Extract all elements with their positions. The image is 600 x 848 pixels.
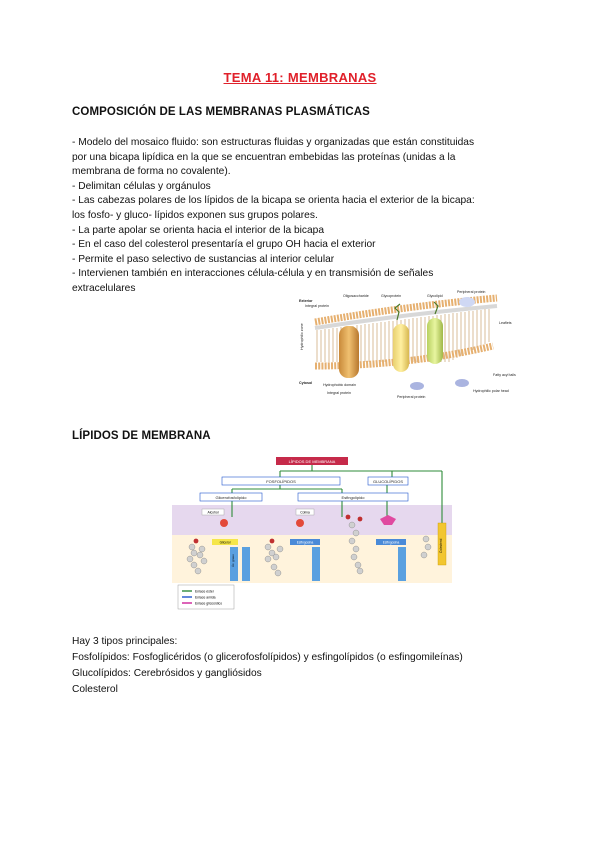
integral-protein-shape (393, 324, 409, 372)
text-line: - La parte apolar se orienta hacia el interior de la bicapa (72, 224, 325, 236)
label-glycoprotein: Glycoprotein (381, 294, 402, 298)
esfingosina-label-2: Esfingosina (382, 540, 400, 545)
text-line: Glucolípidos: Cerebrósidos y gangliósidos (72, 668, 262, 679)
label-peripheral-protein-top: Peripheral protein (457, 290, 486, 294)
peripheral-protein-shape (459, 297, 475, 307)
integral-protein-shape (339, 326, 359, 378)
node-root-label: LÍPIDOS DE MEMBRANA (288, 459, 336, 464)
text-line: - En el caso del colesterol presentaría el grupo OH hacia el exterior (72, 239, 376, 251)
fatty-acid-bar (398, 547, 406, 581)
text-line: extracelulares (72, 282, 136, 294)
label-fatty-acyl: Fatty acyl tails (493, 373, 516, 377)
text-line: Colesterol (72, 684, 118, 695)
peripheral-protein-shape (410, 382, 424, 390)
label-polar-head: Hydrophilic polar head (473, 389, 509, 393)
label-exterior: Exterior (299, 299, 313, 303)
text-line: - Intervienen también en interacciones célula-célula y en transmisión de señales (72, 268, 434, 280)
page-title: TEMA 11: MEMBRANAS (223, 70, 377, 85)
label-hydrophobic: Hydrophobic domain (323, 383, 356, 387)
text-line: - Modelo del mosaico fluido: son estructuras fluidas y organizadas que están constituidas (72, 137, 475, 148)
text-line: Fosfolípidos: Fosfoglicéridos (o glicerofosfolípidos) y esfingolípidos (o esfingomileínas) (72, 652, 463, 663)
label-glycolipid: Glycolipid (427, 294, 443, 298)
phosphate-group (296, 519, 304, 527)
esfingosina-label-1: Esfingosina (296, 540, 314, 545)
section-body-tipos (72, 634, 463, 698)
text-line: - Permite el paso selectivo de sustancias al interior celular (72, 253, 335, 265)
node-esfingolipido-label: Esfingolípido (341, 495, 365, 500)
text-line: los fosfo- y gluco- lípidos exponen sus grupos polares. (72, 209, 318, 221)
legend-glicosidico-label: Enlace glicosídico (195, 601, 223, 606)
text-line: Hay 3 tipos principales: (72, 636, 178, 647)
label-cytosol: Cytosol (299, 381, 313, 385)
colesterol-label: Colesterol (439, 538, 443, 553)
text-line: por una bicapa lipídica en la que se encuentran embebidas las proteínas (unidas a la (72, 151, 456, 163)
fatty-acid-label: Ác. graso (231, 554, 235, 567)
integral-protein-shape (427, 318, 443, 364)
section-heading-lipidos: LÍPIDOS DE MEMBRANA (72, 430, 211, 442)
node-glucolipidos-label: GLUCOLÍPIDOS (372, 479, 404, 484)
node-glicerofosfolipido-label: Glicerofosfolípido (215, 495, 247, 500)
text-line: - Delimitan células y orgánulos (72, 180, 211, 192)
label-integral-protein-bottom: Integral protein (327, 391, 351, 395)
legend-ester-label: Enlace éster (195, 589, 214, 594)
glicerol-label: Glicerol (219, 540, 231, 545)
label-oligosaccharide: Oligosaccharide (343, 294, 369, 298)
lipids-diagram (172, 455, 452, 615)
label-hydrophilic-zone: Hydrophilic zone (300, 323, 304, 350)
label-integral-protein: Integral protein (305, 304, 329, 308)
peripheral-protein-shape (455, 379, 469, 387)
section-body-composicion (72, 136, 522, 297)
label-leaflets: Leaflets (499, 321, 512, 325)
section-heading-composicion: COMPOSICIÓN DE LAS MEMBRANAS PLASMÁTICAS (72, 106, 370, 118)
colina-label: Colina (300, 510, 310, 515)
fatty-acid-bar (242, 547, 250, 581)
membrane-figure (297, 288, 521, 400)
node-fosfolipidos-label: FOSFOLÍPIDOS (266, 479, 296, 484)
text-line: - Las cabezas polares de los lípidos de la bicapa se orienta hacia el exterior de la bicapa: (72, 195, 475, 207)
phosphate-group (220, 519, 228, 527)
text-line: membrana de forma no covalente). (72, 166, 231, 178)
label-peripheral-protein-bottom: Peripheral protein (397, 395, 426, 399)
alcohol-label: Alcohol (207, 510, 219, 515)
fatty-acid-bar (312, 547, 320, 581)
legend-amida-label: Enlace amida (195, 595, 216, 600)
